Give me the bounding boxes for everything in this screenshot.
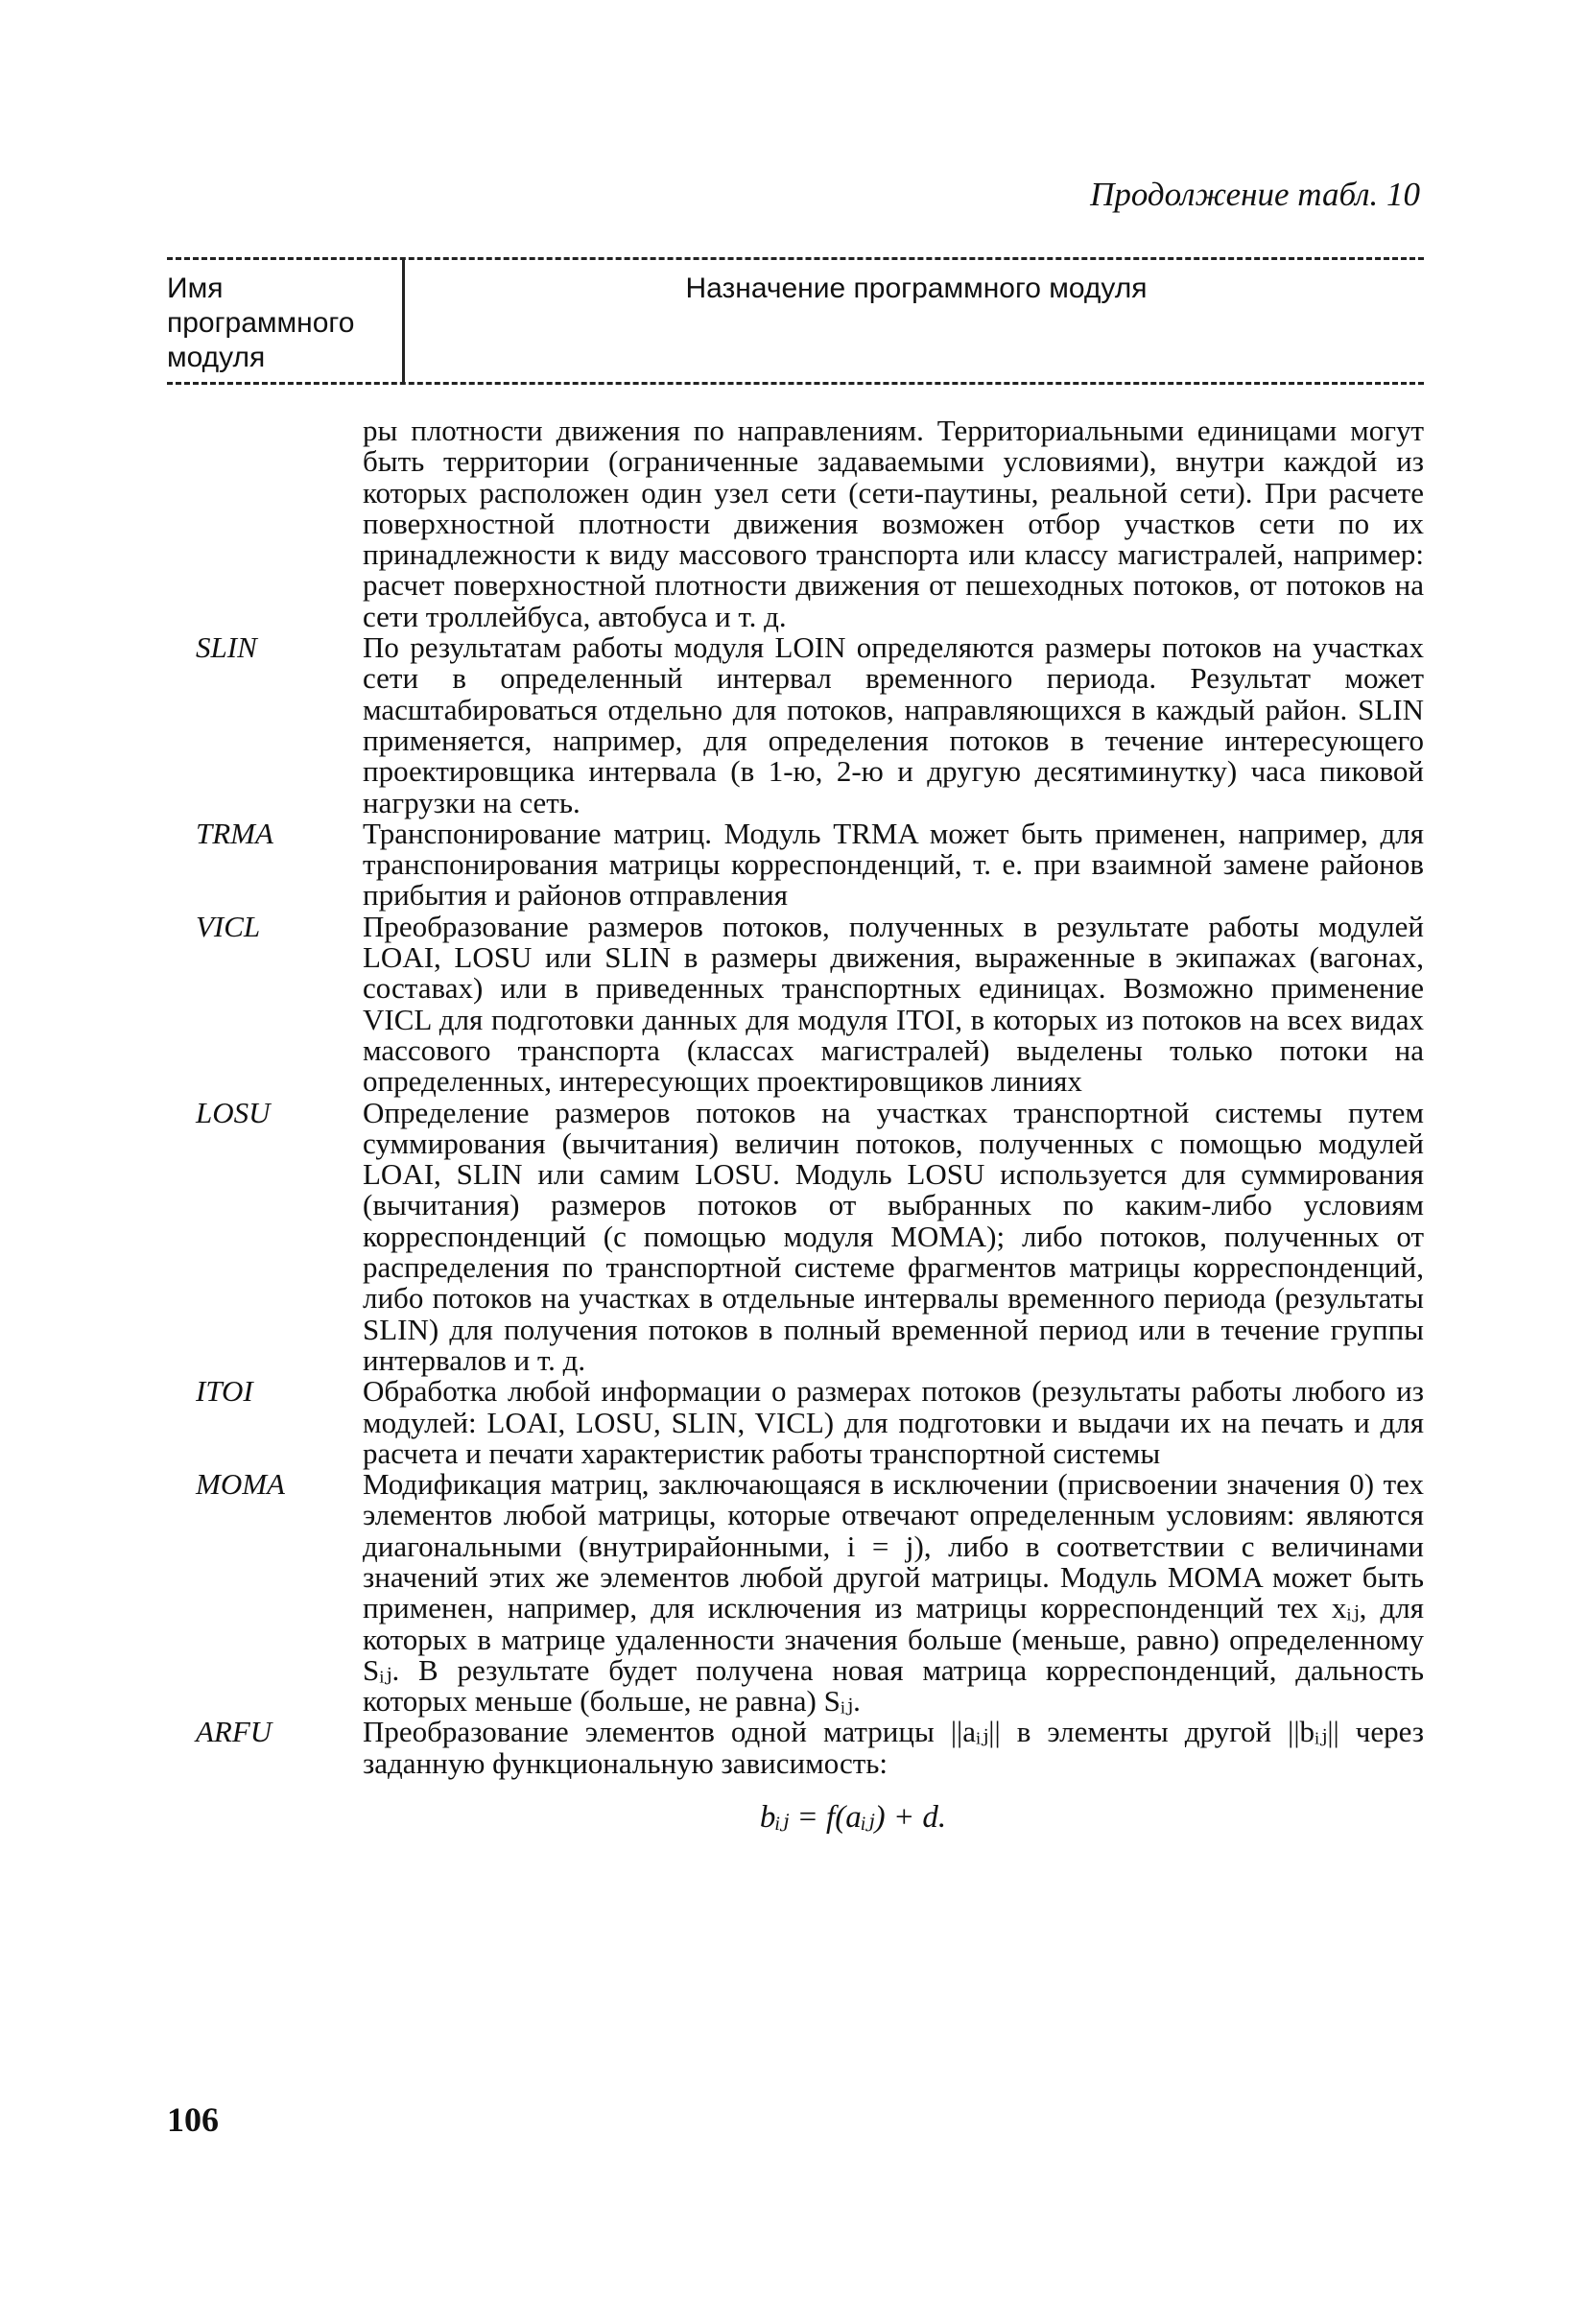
table-row [167, 632, 1424, 818]
module-code [167, 415, 363, 632]
header-column-separator [402, 259, 405, 382]
header-module-purpose: Назначение программного модуля [685, 273, 1148, 304]
module-code: MOMA [196, 1467, 285, 1502]
table-top-rule [167, 257, 1424, 260]
header-module-name: Имя программного модуля [167, 273, 355, 373]
table-row [167, 818, 1424, 912]
module-description: По результатам работы модуля LOIN определяются размеры потоков на участках сети в определенный интервал временного периода. Результат может масштабироваться отдельно для потоков, направляющихся в каждый район. SLIN применяется, например, для определения потоков в течение интересующего проектировщика интервала (в 1-ю, 2-ю и другую десятиминутку) часа пиковой нагрузки на сеть. [363, 630, 1424, 819]
module-description: Преобразование элементов одной матрицы ||aᵢⱼ|| в элементы другой ||bᵢⱼ|| через заданную функциональную зависимость: [363, 1715, 1424, 1780]
table-row [167, 415, 1424, 632]
module-description: ры плотности движения по направлениям. Территориальными единицами могут быть территории (ограниченные задаваемыми условиями), внутри каждой из которых расположен один узел сети (сети-паутины, реальной сети). При расчете поверхностной плотности движения возможен отбор участков сети по их принадлежности к виду массового транспорта или классу магистралей, например: расчет поверхностной плотности движения от пешеходных потоков, от потоков на сети троллейбуса, автобуса и т. д. [363, 414, 1424, 633]
module-description: Определение размеров потоков на участках транспортной системы путем суммирования (вычитания) величин потоков, полученных с помощью модулей LOAI, SLIN или самим LOSU. Модуль LOSU используется для суммирования (вычитания) размеров потоков от выбранных по каким-либо условиям корреспонденций (с помощью модуля MOMA); либо потоков, полученных от распределения по транспортной системе фрагментов матрицы корреспонденций, либо потоков на участках в отдельные интервалы временного периода (результаты SLIN) для получения потоков в полный временной период или в течение группы интервалов и т. д. [363, 1095, 1424, 1377]
module-code: SLIN [196, 630, 257, 665]
module-code: LOSU [196, 1095, 271, 1129]
table-row [167, 1095, 1424, 1377]
table-row [167, 909, 1424, 1099]
table-row [167, 1469, 1424, 1717]
formula: bᵢⱼ = f(aᵢⱼ) + d. [759, 1800, 947, 1836]
module-code: TRMA [196, 816, 273, 850]
module-code: ARFU [196, 1715, 272, 1749]
module-code: ITOI [196, 1374, 253, 1409]
table-row [167, 1717, 1424, 1779]
module-description: Обработка любой информации о размерах потоков (результаты работы любого из модулей: LOAI, LOSU, SLIN, VICL) для подготовки и выдачи их на печать и для расчета и печати характеристик работы транспортной системы [363, 1374, 1424, 1470]
table-body [167, 414, 1424, 1836]
table-header-rule [167, 382, 1424, 385]
module-code: VICL [196, 909, 261, 943]
page-number: 106 [167, 2100, 219, 2139]
table-row [167, 1376, 1424, 1469]
module-description: Транспонирование матриц. Модуль TRMA может быть применен, например, для транспонирования матрицы корреспонденций, т. е. при взаимной замене районов прибытия и районов отправления [363, 816, 1424, 913]
module-description: Преобразование размеров потоков, полученных в результате работы модулей LOAI, LOSU или SLIN в размеры движения, выраженные в экипажах (вагонах, составах) или в приведенных транспортных единицах. Возможно применение VICL для подготовки данных для модуля ITOI, в которых из потоков на всех видах массового транспорта (классах магистралей) выделены только потоки на определенных, интересующих проектировщиков линиях [363, 909, 1424, 1099]
table-caption: Продолжение табл. 10 [1090, 176, 1420, 213]
module-description: Модификация матриц, заключающаяся в исключении (присвоении значения 0) тех элементов любой матрицы, которые отвечают определенным условиям: являются диагональными (внутрирайонными, i = j), либо в соответствии с величинами значений этих же элементов любой другой матрицы. Модуль MOMA может быть применен, например, для исключения из матрицы корреспонденций тех xᵢⱼ, для которых в матрице удаленности значения больше (меньше, равно) определенному Sᵢⱼ. В результате будет получена новая матрица корреспонденций, дальность которых меньше (больше, не равна) Sᵢⱼ. [363, 1467, 1424, 1719]
